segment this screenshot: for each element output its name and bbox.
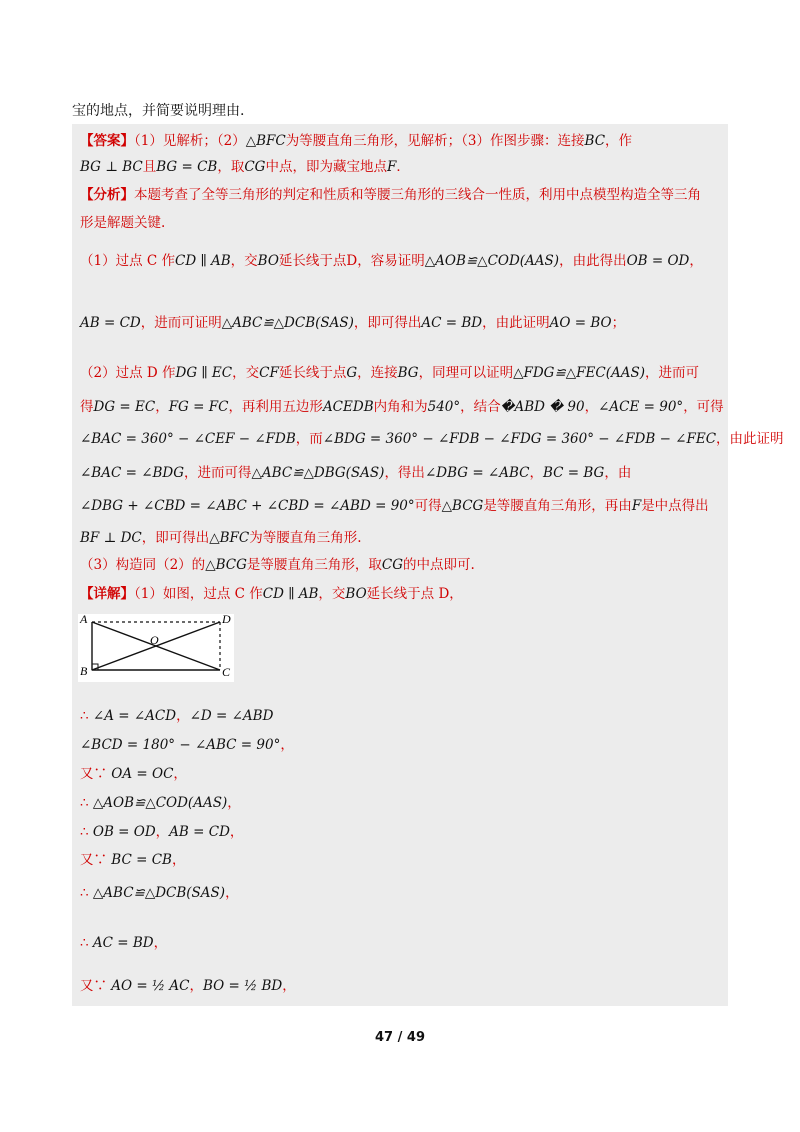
- math-expression: AC = BD: [92, 935, 154, 951]
- solution-line: [80, 556, 720, 574]
- solution-line: [80, 497, 720, 515]
- math-expression: △FDG≌△FEC(AAS): [513, 365, 645, 381]
- section-tag: 【详解】: [80, 586, 134, 602]
- solution-line: [80, 364, 720, 382]
- text-segment: 又∵: [80, 766, 112, 782]
- text-segment: ，由此证明: [716, 431, 784, 447]
- math-expression: AO = ½ AC: [111, 978, 190, 994]
- text-segment: 为等腰直角三角形.: [249, 530, 362, 546]
- text-segment: 得: [80, 399, 94, 415]
- math-expression: AB = CD: [80, 315, 141, 331]
- math-expression: �ABD � 90: [500, 399, 585, 415]
- text-segment: ，由: [604, 465, 632, 481]
- text-segment: ．: [396, 159, 410, 175]
- text-segment: ，作: [605, 133, 633, 149]
- text-segment: ，: [173, 766, 187, 782]
- label-b: B: [80, 664, 88, 678]
- text-segment: 又∵: [80, 852, 112, 868]
- math-expression: △ABC≌△DCB(SAS): [221, 315, 354, 331]
- text-segment: ，再利用五边形: [228, 399, 323, 415]
- page-total: 49: [406, 1030, 425, 1045]
- math-expression: ∠BCD = 180° − ∠ABC = 90°: [80, 737, 281, 753]
- math-expression: BC = CB: [111, 852, 172, 868]
- label-d: D: [222, 614, 231, 626]
- math-expression: F: [386, 159, 397, 175]
- page-footer: [0, 1030, 800, 1045]
- math-expression: AB = CD: [169, 824, 230, 840]
- text-segment: ，: [153, 935, 168, 951]
- text-segment: ，即可得出: [353, 315, 422, 331]
- section-tag: 【分析】: [80, 187, 134, 203]
- math-expression: OA = OC: [111, 766, 174, 782]
- math-expression: OB = OD: [92, 824, 156, 840]
- text-segment: ，: [229, 824, 244, 840]
- text-segment: 可得: [414, 498, 442, 514]
- solution-line: [80, 585, 720, 603]
- text-segment: ，交: [230, 253, 258, 269]
- section-tag: 【答案】: [80, 133, 134, 149]
- math-expression: △BFC: [209, 530, 250, 546]
- math-expression: △ABC≌△DCB(SAS): [92, 885, 226, 901]
- text-segment: ，: [176, 708, 190, 724]
- text-segment: 中点，即为藏宝地点: [265, 159, 387, 175]
- text-segment: （1）如图，过点 C 作: [134, 586, 263, 602]
- math-expression: △AOB≌△COD(AAS): [424, 253, 560, 269]
- text-segment: ；: [611, 315, 626, 331]
- math-expression: △BCG: [441, 498, 484, 514]
- solution-line: [80, 765, 720, 783]
- math-expression: ∠DBG + ∠CBD = ∠ABC + ∠CBD = ∠ABD = 90°: [80, 498, 415, 514]
- math-expression: FG = FC: [168, 399, 229, 415]
- math-expression: 540°: [427, 399, 461, 415]
- text-segment: ，: [189, 978, 203, 994]
- math-expression: ACEDB: [322, 399, 374, 415]
- math-expression: △BCG: [205, 557, 247, 573]
- math-expression: △BFC: [245, 133, 286, 149]
- text-segment: （1）见解析；（2）: [134, 133, 246, 149]
- solution-line: [80, 430, 784, 448]
- math-expression: BF ⊥ DC: [80, 530, 142, 546]
- math-expression: ∠BAC = 360° − ∠CEF − ∠FDB: [80, 431, 296, 447]
- text-segment: ∴: [80, 708, 93, 724]
- math-expression: BG: [397, 365, 419, 381]
- text-segment: ，可得: [683, 399, 724, 415]
- math-expression: BG ⊥ BC: [80, 159, 143, 175]
- solution-line: [80, 736, 720, 754]
- page-number: 47: [375, 1030, 394, 1045]
- math-expression: CG: [244, 159, 266, 175]
- text-segment: ，进而可得: [184, 465, 252, 481]
- math-expression: BG = CB: [156, 159, 218, 175]
- math-expression: CD ∥ AB: [262, 586, 319, 602]
- text-segment: ，而: [295, 431, 323, 447]
- math-expression: △ABC≌△DBG(SAS): [251, 465, 385, 481]
- label-o: O: [150, 633, 159, 647]
- solution-line: [80, 823, 720, 841]
- text-segment: 是等腰直角三角形，再由: [483, 498, 632, 514]
- text-segment: ，: [529, 465, 543, 481]
- text-segment: ，: [155, 399, 169, 415]
- text-segment: 形是解题关键.: [80, 215, 166, 231]
- figure-svg: [78, 614, 234, 682]
- text-segment: ，即可得出: [141, 530, 210, 546]
- solution-line: [80, 707, 720, 725]
- text-segment: ，由此证明: [482, 315, 550, 331]
- text-segment: ，: [584, 399, 599, 415]
- text-segment: ，进而可: [644, 365, 699, 381]
- solution-line: [80, 794, 720, 812]
- text-segment: ，: [280, 737, 294, 753]
- text-segment: 本题考查了全等三角形的判定和性质和等腰三角形的三线合一性质，利用中点模型构造全等三角: [134, 187, 701, 203]
- text-segment: 延长线于点D，容易证明: [278, 253, 425, 269]
- text-segment: ，结合: [460, 399, 501, 415]
- math-expression: BO: [257, 253, 279, 269]
- text-segment: ，交: [232, 365, 260, 381]
- text-segment: ∴: [80, 935, 93, 951]
- text-segment: ，连接: [357, 365, 398, 381]
- text-segment: ，: [689, 253, 703, 269]
- text-segment: 为等腰直角三角形，见解析；（3）作图步骤：连接: [285, 133, 585, 149]
- label-a: A: [80, 614, 88, 626]
- math-expression: ∠A = ∠ACD: [92, 708, 177, 724]
- text-segment: ∴: [80, 795, 93, 811]
- math-expression: OB = OD: [626, 253, 690, 269]
- solution-line: [80, 851, 720, 869]
- text-segment: 是中点得出: [641, 498, 709, 514]
- text-segment: ∴: [80, 824, 93, 840]
- math-expression: BC: [584, 133, 606, 149]
- solution-line: [80, 158, 720, 176]
- math-expression: DG = EC: [93, 399, 156, 415]
- solution-line: [80, 186, 720, 204]
- text-segment: 且: [142, 159, 157, 175]
- text-segment: ，进而可证明: [140, 315, 222, 331]
- math-expression: CF: [259, 365, 279, 381]
- math-expression: △AOB≌△COD(AAS): [92, 795, 228, 811]
- intro-text: 宝的地点，并简要说明理由.: [72, 103, 245, 119]
- geometry-figure: [78, 614, 234, 682]
- math-expression: ∠BAC = ∠BDG: [80, 465, 185, 481]
- math-expression: ∠BDG = 360° − ∠FDB − ∠FDG = 360° − ∠FDB − ∠FEC: [322, 431, 717, 447]
- solution-panel: [72, 124, 784, 1006]
- text-segment: 内角和为: [373, 399, 428, 415]
- math-expression: CD ∥ AB: [175, 253, 231, 269]
- text-segment: 是等腰直角三角形，取: [246, 557, 382, 573]
- solution-line: [80, 214, 720, 232]
- text-segment: （3）构造同（2）的: [80, 557, 206, 573]
- math-expression: AC = BD: [421, 315, 483, 331]
- text-segment: 的中点即可.: [402, 557, 475, 573]
- text-segment: ，由此得出: [559, 253, 627, 269]
- text-segment: ，: [227, 795, 241, 811]
- solution-line: [80, 252, 720, 270]
- math-expression: CG: [381, 557, 403, 573]
- text-segment: ，交: [318, 586, 346, 602]
- text-segment: ，: [171, 852, 186, 868]
- solution-line: [80, 977, 720, 995]
- text-segment: 延长线于点: [278, 365, 347, 381]
- text-segment: ，: [282, 978, 296, 994]
- page-separator: /: [397, 1030, 403, 1045]
- math-expression: G: [346, 365, 358, 381]
- solution-line: [80, 314, 720, 332]
- text-segment: ，取: [217, 159, 245, 175]
- math-expression: BC = BG: [542, 465, 605, 481]
- text-segment: 又∵: [80, 978, 112, 994]
- text-segment: ，: [225, 885, 239, 901]
- solution-line: [80, 884, 720, 902]
- math-expression: DG ∥ EC: [175, 365, 233, 381]
- solution-line: [80, 529, 720, 547]
- math-expression: ∠ACE = 90°: [598, 399, 684, 415]
- text-segment: ，得出: [384, 465, 425, 481]
- math-expression: ∠D = ∠ABD: [189, 708, 274, 724]
- label-c: C: [222, 665, 231, 679]
- text-segment: （1）过点 C 作: [80, 253, 176, 269]
- text-segment: 延长线于点 D，: [366, 586, 463, 602]
- solution-line: [80, 464, 720, 482]
- text-segment: ，: [155, 824, 170, 840]
- solution-line: [80, 398, 724, 416]
- solution-line: [80, 132, 720, 150]
- math-expression: AO = BO: [549, 315, 612, 331]
- text-segment: ，同理可以证明: [418, 365, 514, 381]
- math-expression: F: [631, 498, 642, 514]
- text-segment: ∴: [80, 885, 93, 901]
- math-expression: BO: [345, 586, 367, 602]
- math-expression: ∠DBG = ∠ABC: [424, 465, 530, 481]
- solution-line: [80, 934, 720, 952]
- text-segment: （2）过点 D 作: [80, 365, 176, 381]
- math-expression: BO = ½ BD: [202, 978, 283, 994]
